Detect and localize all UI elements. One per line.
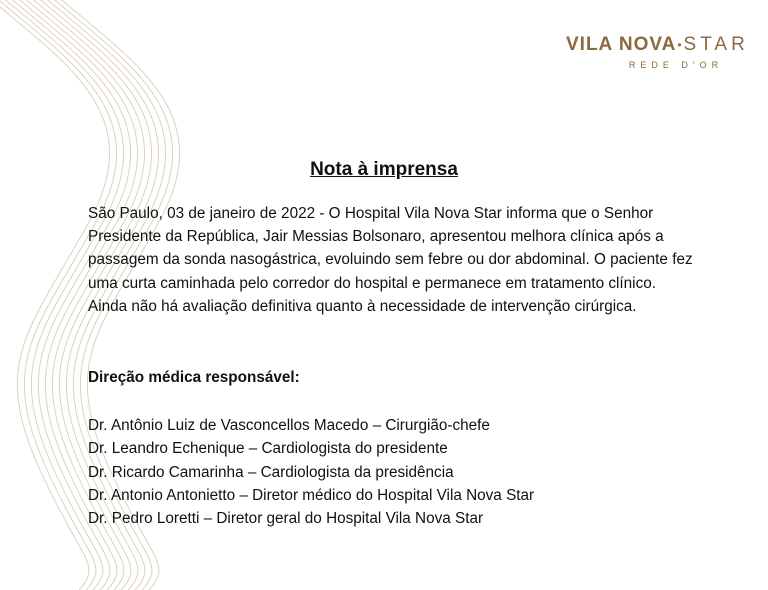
press-note-paragraph: São Paulo, 03 de janeiro de 2022 - O Hospital Vila Nova Star informa que o Senhor Presidente da República, Jair Messias Bolsonaro, apresentou melhora clínica após a passagem da sonda nasogástrica, evoluindo sem febre ou dor abdominal. O paciente fez uma curta caminhada pelo corredor do hospital e permanece em tratamento clínico. Ainda não há avaliação definitiva quanto à necessidade de intervenção cirúrgica. <box>88 205 693 315</box>
doctor-item: Dr. Antônio Luiz de Vasconcellos Macedo – Cirurgião-chefe <box>88 417 490 435</box>
doctor-item: Dr. Ricardo Camarinha – Cardiologista da presidência <box>88 463 454 481</box>
logo-wordmark <box>566 34 749 56</box>
doctor-item: Dr. Leandro Echenique – Cardiologista do presidente <box>88 440 448 458</box>
doctor-item: Dr. Pedro Loretti – Diretor geral do Hospital Vila Nova Star <box>88 510 484 528</box>
document-body <box>88 202 698 530</box>
logo-tagline: REDE D'OR <box>628 60 724 71</box>
page-title: Nota à imprensa <box>310 159 458 180</box>
doctors-list <box>88 414 698 530</box>
direction-heading: Direção médica responsável: <box>88 369 300 387</box>
logo-brand-bold: VILA NOVA <box>566 34 677 56</box>
logo-brand-light: STAR <box>683 34 749 56</box>
hospital-logo <box>566 34 749 71</box>
logo-dot: • <box>677 38 683 52</box>
doctor-item: Dr. Antonio Antonietto – Diretor médico do Hospital Vila Nova Star <box>88 486 535 504</box>
